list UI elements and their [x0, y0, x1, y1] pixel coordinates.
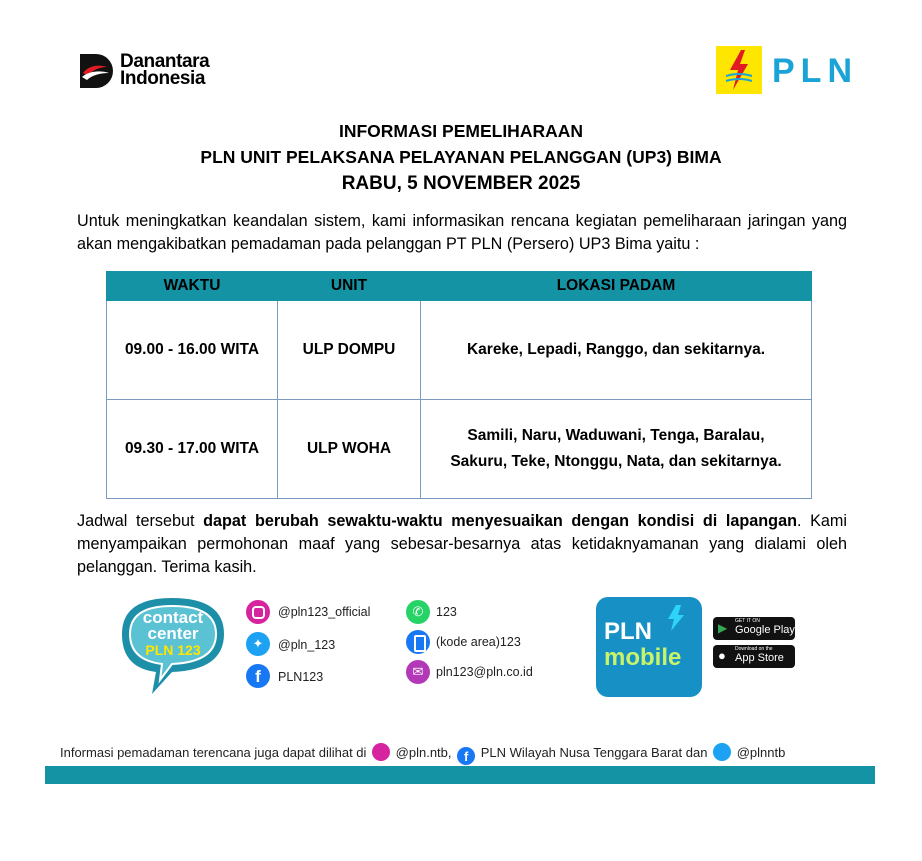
danantara-mark-icon — [80, 54, 114, 88]
lokasi-line-2: Sakuru, Teke, Ntonggu, Nata, dan sekitarnya. — [450, 453, 782, 470]
pln-wordmark: PLN — [772, 52, 858, 90]
cell-waktu: 09.30 - 17.00 WITA — [107, 400, 278, 499]
note-bold-text: dapat berubah sewaktu-waktu menyesuaikan dengan kondisi di lapangan — [203, 512, 797, 530]
pln-mobile-line2: mobile — [604, 644, 682, 671]
google-play-label: Google Play — [735, 624, 795, 636]
title-line-1: INFORMASI PEMELIHARAAN — [338, 121, 584, 141]
title-date: RABU, 5 NOVEMBER 2025 — [341, 173, 581, 194]
app-store-label: App Store — [735, 652, 784, 664]
contact-center-line2: center — [147, 624, 199, 643]
pln-logo — [716, 46, 856, 96]
danantara-logo — [80, 52, 230, 92]
contact-center-line3: PLN 123 — [145, 642, 201, 658]
pln-lightning-icon — [716, 46, 762, 94]
contact-center-badge — [112, 594, 234, 702]
bottom-text: Informasi pemadaman terencana juga dapat dilihat di — [60, 745, 367, 760]
danantara-wordmark — [120, 53, 209, 87]
instagram-handle[interactable]: @pln123_official — [278, 605, 371, 619]
phone-number[interactable]: (kode area)123 — [436, 635, 521, 649]
cell-unit: ULP WOHA — [278, 400, 421, 499]
email-icon: ✉ — [406, 660, 430, 684]
lightning-icon — [662, 603, 690, 633]
whatsapp-number[interactable]: 123 — [436, 605, 457, 619]
facebook-icon: f — [457, 747, 475, 765]
twitter-handle[interactable]: @pln_123 — [278, 638, 336, 652]
google-play-small: GET IT ON — [735, 618, 760, 624]
table-header-row — [107, 272, 812, 301]
table-row — [107, 301, 812, 400]
danantara-line1: Danantara — [120, 51, 210, 72]
instagram-icon — [372, 743, 390, 761]
phone-icon — [406, 630, 430, 654]
instagram-icon — [246, 600, 270, 624]
whatsapp-icon: ✆ — [406, 600, 430, 624]
pln-mobile-app-icon[interactable] — [596, 597, 702, 697]
header-lokasi: LOKASI PADAM — [421, 272, 812, 301]
note-text-1: Jadwal tersebut — [77, 512, 204, 530]
contact-center-line1: contact — [142, 608, 204, 627]
note-paragraph — [77, 510, 847, 579]
app-store-small: Download on the — [735, 646, 773, 652]
app-store-badge[interactable] — [713, 645, 795, 668]
maintenance-table — [106, 271, 812, 499]
google-play-badge[interactable] — [713, 617, 795, 640]
pln-mobile-line1: PLN — [604, 618, 652, 645]
header-unit: UNIT — [278, 272, 421, 301]
facebook-icon: f — [246, 664, 270, 688]
cell-lokasi — [421, 400, 812, 499]
cell-lokasi: Kareke, Lepadi, Ranggo, dan sekitarnya. — [421, 301, 812, 400]
email-address[interactable]: pln123@pln.co.id — [436, 665, 533, 679]
facebook-handle[interactable]: PLN123 — [278, 670, 324, 684]
bottom-facebook[interactable]: PLN Wilayah Nusa Tenggara Barat dan — [480, 745, 708, 760]
bottom-note — [60, 743, 785, 765]
header-waktu: WAKTU — [107, 272, 278, 301]
cell-unit: ULP DOMPU — [278, 301, 421, 400]
danantara-line2: Indonesia — [120, 68, 206, 89]
bottom-twitter[interactable]: @plnntb — [736, 745, 786, 760]
table-row — [107, 400, 812, 499]
twitter-icon: ✦ — [246, 632, 270, 656]
cell-waktu: 09.00 - 16.00 WITA — [107, 301, 278, 400]
note-text-2: . Kami menyampaikan permohonan maaf yang sebesar-besarnya atas ketidaknyamanan yang dialami oleh pelanggan. Terima kasih. — [77, 512, 847, 576]
twitter-icon — [713, 743, 731, 761]
play-icon: ▶ — [718, 621, 728, 635]
contacts-column-2 — [406, 598, 566, 698]
apple-icon: ● — [718, 648, 726, 663]
footer-bar — [45, 766, 875, 784]
bottom-instagram[interactable]: @pln.ntb, — [395, 745, 452, 760]
title-line-2: PLN UNIT PELAKSANA PELAYANAN PELANGGAN (UP3) BIMA — [200, 147, 722, 167]
intro-paragraph: Untuk meningkatkan keandalan sistem, kami informasikan rencana kegiatan pemeliharaan jaringan yang akan mengakibatkan pemadaman pada pelanggan PT PLN (Persero) UP3 Bima yaitu : — [77, 212, 847, 253]
lokasi-line-1: Samili, Naru, Waduwani, Tenga, Baralau, — [467, 427, 765, 444]
contacts-column-1 — [246, 598, 396, 698]
